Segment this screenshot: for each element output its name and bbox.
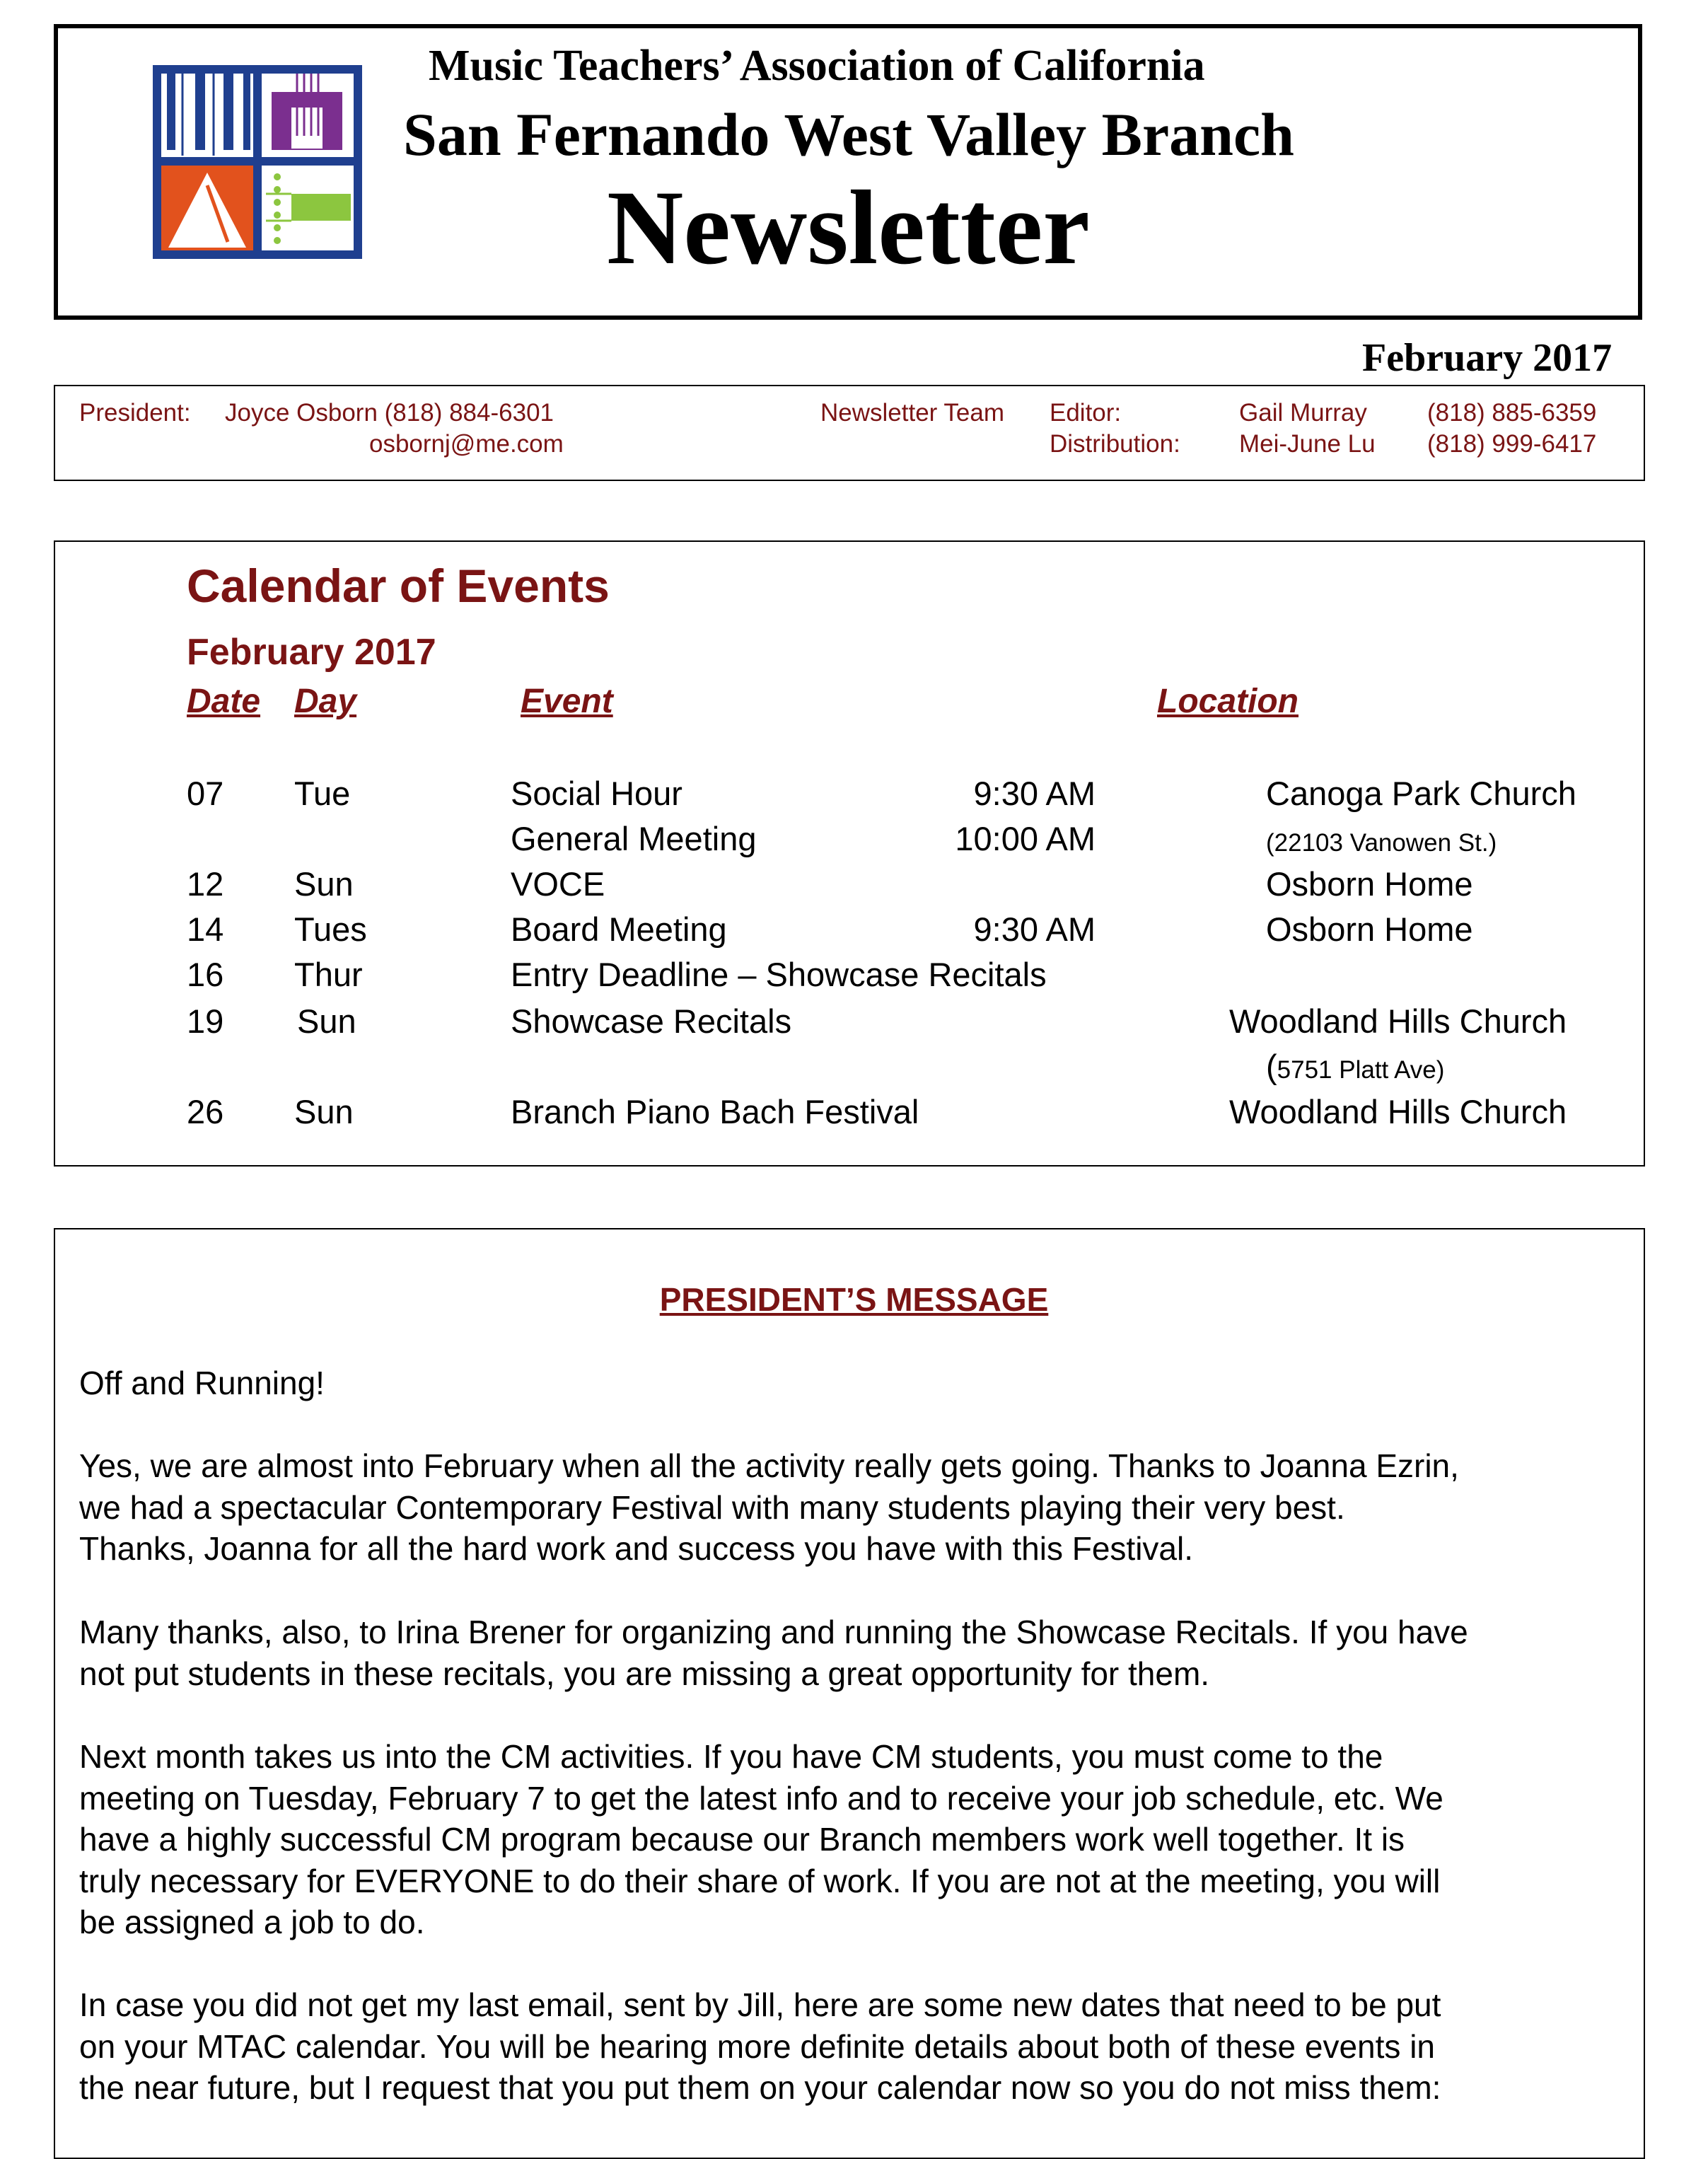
event-name: Board Meeting — [511, 910, 727, 948]
event-date: 07 — [187, 775, 224, 812]
president-label: President: — [79, 399, 191, 427]
event-date: 16 — [187, 956, 224, 993]
column-header-event: Event — [521, 683, 613, 720]
paragraph-line: not put students in these recitals, you are missing a great opportunity for them. — [79, 1655, 1210, 1692]
event-name: VOCE — [511, 865, 605, 903]
event-day: Sun — [297, 1002, 356, 1040]
president-name-phone: Joyce Osborn (818) 884-6301 — [225, 399, 554, 427]
event-time: 9:30 AM — [973, 910, 1096, 948]
event-location: Osborn Home — [1266, 910, 1473, 948]
paragraph-line: Off and Running! — [79, 1365, 325, 1401]
paragraph-line: truly necessary for EVERYONE to do their share of work. If you are not at the meeting, you will — [79, 1862, 1441, 1899]
event-name: Entry Deadline – Showcase Recitals — [511, 956, 1047, 993]
message-paragraph — [79, 1736, 1635, 1943]
event-name: General Meeting — [511, 820, 757, 857]
message-paragraph — [79, 1445, 1635, 1570]
event-location-address — [1266, 1047, 1444, 1086]
paragraph-line: Thanks, Joanna for all the hard work and success you have with this Festival. — [79, 1530, 1194, 1568]
event-date: 12 — [187, 865, 224, 903]
event-location: Woodland Hills Church — [1229, 1093, 1567, 1130]
event-location: Canoga Park Church — [1266, 775, 1576, 812]
paragraph-line: on your MTAC calendar. You will be hearing more definite details about both of these events in — [79, 2027, 1435, 2065]
address-text: 5751 Platt Ave) — [1277, 1056, 1445, 1084]
event-name: Branch Piano Bach Festival — [511, 1093, 919, 1130]
paragraph-line: have a highly successful CM program because our Branch members work well together. It is — [79, 1821, 1405, 1858]
paragraph-line: Next month takes us into the CM activities. If you have CM students, you must come to the — [79, 1738, 1383, 1775]
message-paragraph — [79, 1984, 1635, 2109]
issue-date: February 2017 — [1362, 336, 1613, 380]
event-location: Osborn Home — [1266, 865, 1473, 903]
event-time: 9:30 AM — [973, 775, 1096, 812]
event-name: Social Hour — [511, 775, 682, 812]
calendar-title: Calendar of Events — [187, 560, 610, 612]
paragraph-line: In case you did not get my last email, sent by Jill, here are some new dates that need to be put — [79, 1986, 1441, 2023]
branch-name: San Fernando West Valley Branch — [403, 100, 1294, 168]
event-date: 19 — [187, 1002, 224, 1040]
editor-name: Gail Murray — [1239, 399, 1367, 427]
event-location: Woodland Hills Church — [1229, 1002, 1567, 1040]
distribution-label: Distribution: — [1050, 430, 1180, 458]
column-header-location: Location — [1157, 683, 1299, 720]
event-day: Sun — [294, 865, 354, 903]
president-email[interactable]: osbornj@me.com — [369, 430, 564, 458]
event-day: Thur — [294, 956, 363, 993]
editor-phone: (818) 885-6359 — [1427, 399, 1597, 427]
paragraph-line: Many thanks, also, to Irina Brener for organizing and running the Showcase Recitals. If you have — [79, 1614, 1468, 1650]
distribution-phone: (818) 999-6417 — [1427, 430, 1597, 458]
event-location-address: (22103 Vanowen St.) — [1266, 829, 1497, 857]
event-date: 26 — [187, 1093, 224, 1130]
column-header-day: Day — [294, 683, 357, 720]
address-open-paren: ( — [1266, 1048, 1277, 1085]
message-paragraph — [79, 1611, 1635, 1694]
president-message-title-text: PRESIDENT’S MESSAGE — [659, 1281, 1049, 1318]
event-date: 14 — [187, 910, 224, 948]
mtac-logo-icon — [153, 65, 362, 259]
paragraph-line: be assigned a job to do. — [79, 1904, 425, 1941]
paragraph-line: we had a spectacular Contemporary Festival with many students playing their very best. — [79, 1488, 1345, 1526]
paragraph-line: Yes, we are almost into February when all the activity really gets going. Thanks to Joanna Ezrin, — [79, 1447, 1459, 1484]
event-day: Tues — [294, 910, 367, 948]
calendar-month: February 2017 — [187, 632, 436, 673]
event-day: Tue — [294, 775, 351, 812]
paragraph-line: meeting on Tuesday, February 7 to get the latest info and to receive your job schedule, etc. We — [79, 1779, 1443, 1817]
paragraph-line: the near future, but I request that you put them on your calendar now so you do not miss them: — [79, 2069, 1441, 2107]
organization-name: Music Teachers’ Association of California — [429, 42, 1205, 90]
newsletter-title: Newsletter — [607, 169, 1090, 286]
newsletter-team-label: Newsletter Team — [820, 399, 1005, 427]
event-time: 10:00 AM — [955, 820, 1096, 857]
event-name: Showcase Recitals — [511, 1002, 792, 1040]
message-paragraph — [79, 1362, 1635, 1404]
column-header-date: Date — [187, 683, 261, 720]
distribution-name: Mei-June Lu — [1239, 430, 1376, 458]
event-day: Sun — [294, 1093, 354, 1130]
president-message-title — [0, 1280, 1708, 1319]
editor-label: Editor: — [1050, 399, 1122, 427]
